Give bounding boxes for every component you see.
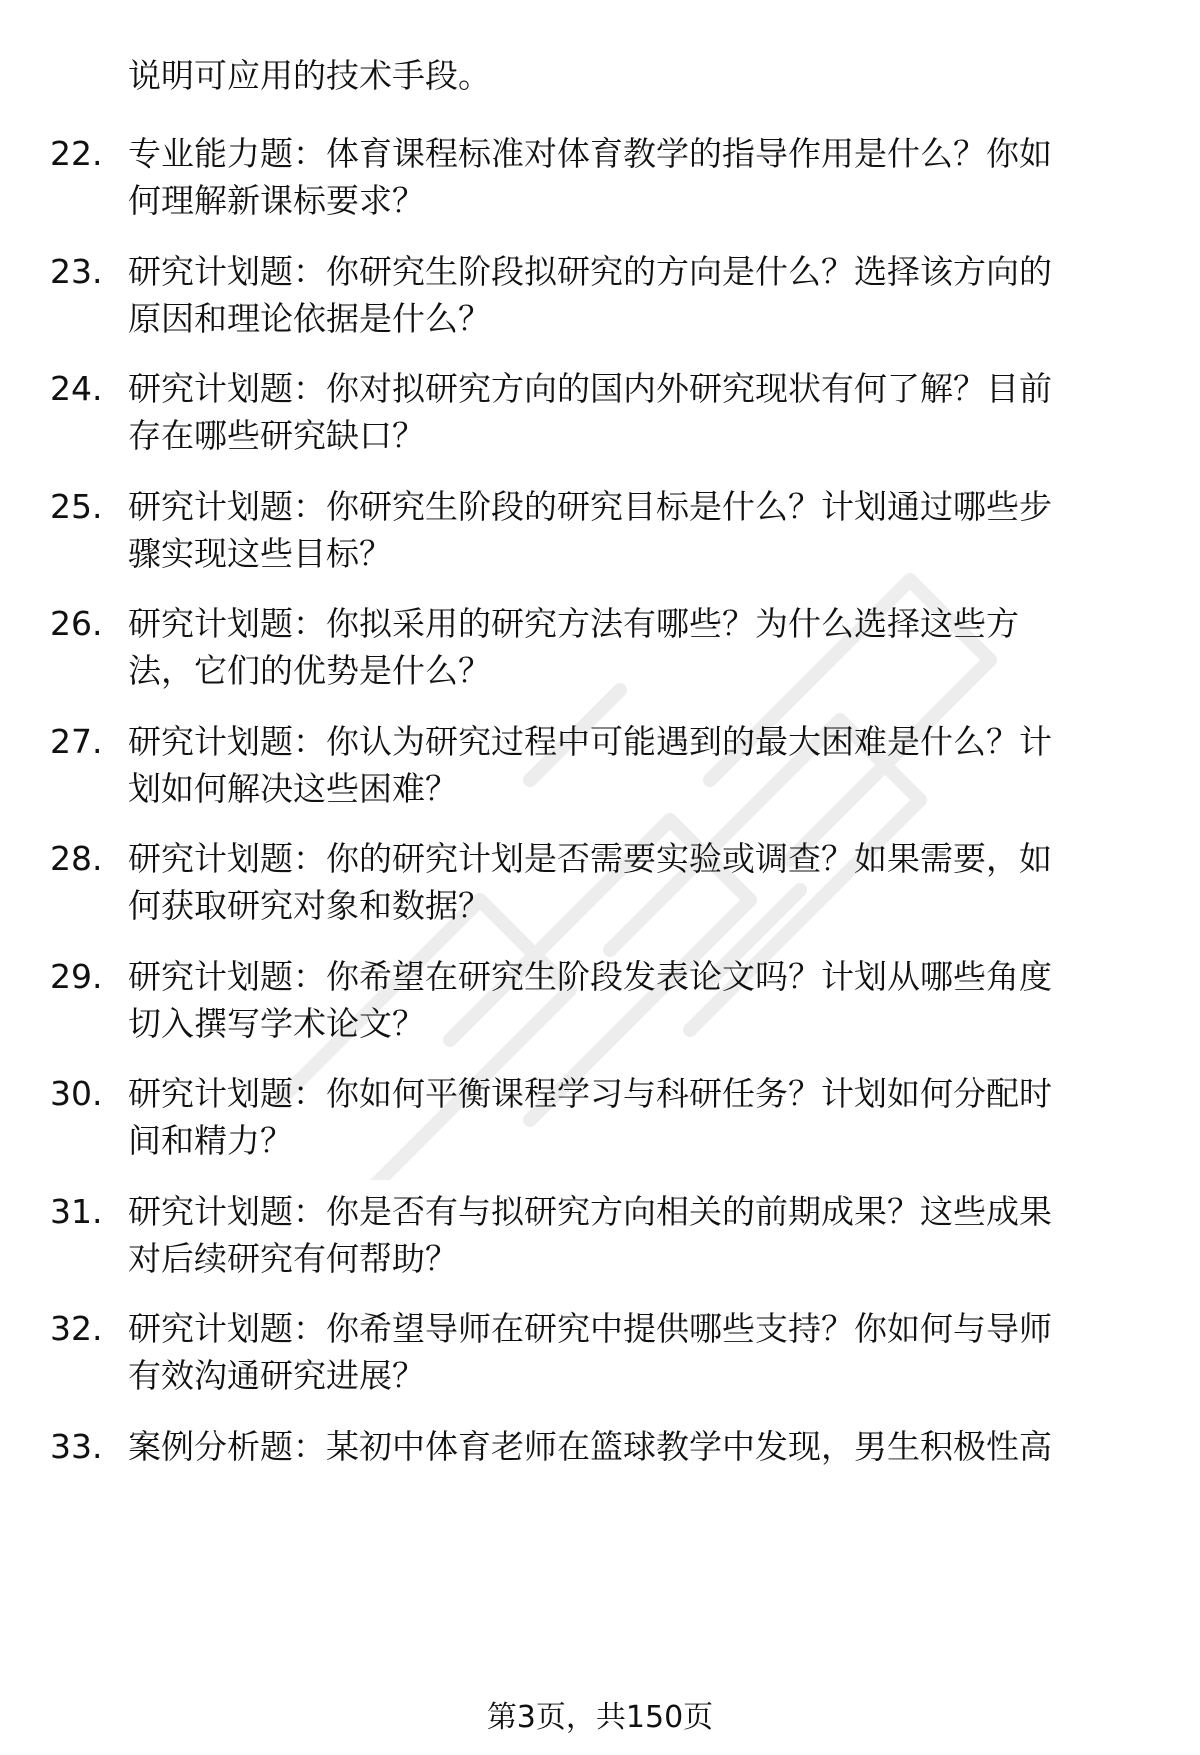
question-item (0, 1070, 1200, 1170)
question-text-line1: 研究计划题：你如何平衡课程学习与科研任务？计划如何分配时 (128, 1074, 1052, 1113)
question-text-line1: 研究计划题：你研究生阶段的研究目标是什么？计划通过哪些步 (128, 487, 1052, 526)
page-footer: 第3页，共150页 (486, 1700, 714, 1735)
question-text-line2: 间和精力？ (128, 1121, 293, 1160)
question-item (0, 365, 1200, 465)
question-text-line2: 划如何解决这些困难？ (128, 769, 458, 808)
question-number: 31. (50, 1192, 103, 1231)
question-item (0, 1188, 1200, 1288)
question-number: 26. (50, 604, 103, 643)
question-item (0, 1305, 1200, 1405)
question-text-line1: 研究计划题：你希望导师在研究中提供哪些支持？你如何与导师 (128, 1309, 1052, 1348)
question-item (0, 953, 1200, 1053)
question-number: 32. (50, 1309, 103, 1348)
question-text-line1: 研究计划题：你认为研究过程中可能遇到的最大困难是什么？计 (128, 722, 1052, 761)
question-number: 30. (50, 1074, 103, 1113)
question-item (0, 1423, 1200, 1523)
question-text-line2: 存在哪些研究缺口？ (128, 416, 425, 455)
question-text-line2: 何获取研究对象和数据？ (128, 886, 491, 925)
question-item (0, 835, 1200, 935)
question-item (0, 483, 1200, 583)
question-item (0, 600, 1200, 700)
question-text-line1: 研究计划题：你的研究计划是否需要实验或调查？如果需要，如 (128, 839, 1052, 878)
question-text-line1: 研究计划题：你对拟研究方向的国内外研究现状有何了解？目前 (128, 369, 1052, 408)
question-number: 25. (50, 487, 103, 526)
question-text-line2: 有效沟通研究进展？ (128, 1356, 425, 1395)
question-text-line1: 研究计划题：你研究生阶段拟研究的方向是什么？选择该方向的 (128, 252, 1052, 291)
question-item (0, 718, 1200, 818)
intro-line: 说明可应用的技术手段。 (128, 56, 491, 95)
question-text-line1: 研究计划题：你拟采用的研究方法有哪些？为什么选择这些方 (128, 604, 1019, 643)
question-text-line2: 切入撰写学术论文？ (128, 1004, 425, 1043)
question-text-line1: 研究计划题：你希望在研究生阶段发表论文吗？计划从哪些角度 (128, 957, 1052, 996)
question-text-line1: 研究计划题：你是否有与拟研究方向相关的前期成果？这些成果 (128, 1192, 1052, 1231)
question-number: 22. (50, 134, 103, 173)
question-number: 33. (50, 1427, 103, 1466)
question-number: 23. (50, 252, 103, 291)
question-item (0, 130, 1200, 230)
question-text-line2: 对后续研究有何帮助？ (128, 1239, 458, 1278)
question-number: 27. (50, 722, 103, 761)
question-text-line2: 骤实现这些目标？ (128, 534, 392, 573)
question-number: 29. (50, 957, 103, 996)
question-number: 28. (50, 839, 103, 878)
question-text-line2: 法，它们的优势是什么？ (128, 651, 491, 690)
question-text-line2: 何理解新课标要求？ (128, 181, 425, 220)
question-text-line2: 原因和理论依据是什么？ (128, 299, 491, 338)
question-text-line1: 专业能力题：体育课程标准对体育教学的指导作用是什么？你如 (128, 134, 1052, 173)
question-item (0, 248, 1200, 348)
question-text-line1: 案例分析题：某初中体育老师在篮球教学中发现，男生积极性高 (128, 1427, 1052, 1466)
question-number: 24. (50, 369, 103, 408)
